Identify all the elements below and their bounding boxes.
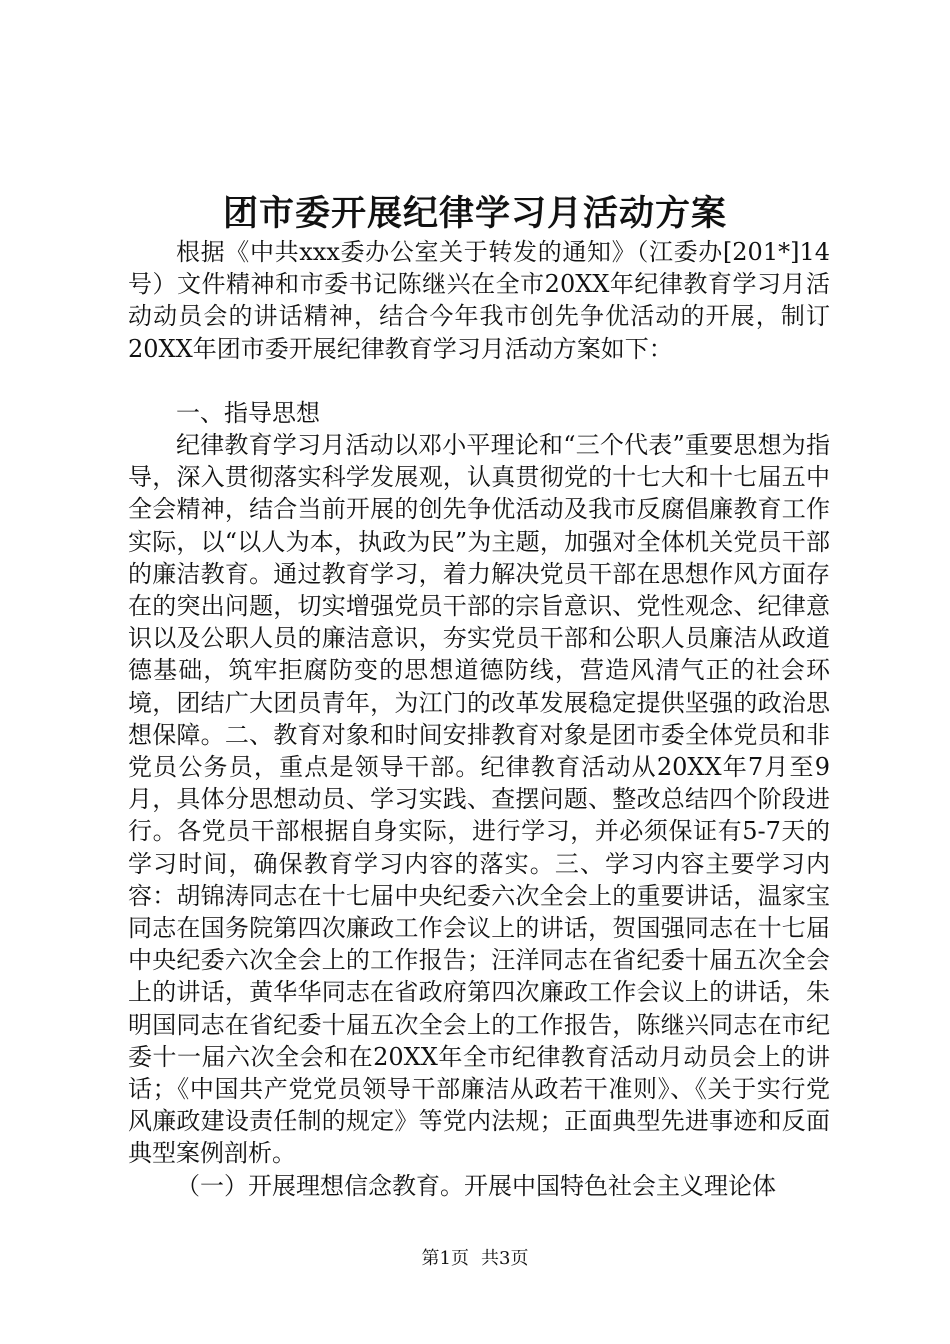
page-footer (0, 1244, 950, 1270)
continuing-paragraph: （一）开展理想信念教育。开展中国特色社会主义理论体 (176, 1171, 776, 1200)
page-number: 第1页 (421, 1248, 469, 1269)
document-body (128, 236, 830, 1202)
document-title: 团市委开展纪律学习月活动方案 (222, 193, 727, 234)
intro-paragraph: 根据《中共xxx委办公室关于转发的通知》（江委办[201*]14号）文件精神和市委书记陈继兴在全市20XX年纪律教育学习月活动动员会的讲话精神，结合今年我市创先争优活动的开展，制订20XX年团市委开展纪律教育学习月活动方案如下： (128, 238, 830, 363)
paragraph-gap (128, 365, 830, 397)
page-total: 共3页 (481, 1248, 529, 1269)
section-paragraph: 纪律教育学习月活动以邓小平理论和“三个代表”重要思想为指导，深入贯彻落实科学发展观，认真贯彻党的十七大和十七届五中全会精神，结合当前开展的创先争优活动及我市反腐倡廉教育工作实际，以“以人为本，执政为民”为主题，加强对全体机关党员干部的廉洁教育。通过教育学习，着力解决党员干部在思想作风方面存在的突出问题，切实增强党员干部的宗旨意识、党性观念、纪律意识以及公职人员的廉洁意识，夯实党员干部和公职人员廉洁从政道德基础，筑牢拒腐防变的思想道德防线，营造风清气正的社会环境，团结广大团员青年，为江门的改革发展稳定提供坚强的政治思想保障。二、教育对象和时间安排教育对象是团市委全体党员和非党员公务员，重点是领导干部。纪律教育活动从20XX年7月至9月，具体分思想动员、学习实践、查摆问题、整改总结四个阶段进行。各党员干部根据自身实际，进行学习，并必须保证有5-7天的学习时间，确保教育学习内容的落实。三、学习内容主要学习内容：胡锦涛同志在十七届中央纪委六次全会上的重要讲话，温家宝同志在国务院第四次廉政工作会议上的讲话，贺国强同志在十七届中央纪委六次全会上的工作报告；汪洋同志在省纪委十届五次全会上的讲话，黄华华同志在省政府第四次廉政工作会议上的讲话，朱明国同志在省纪委十届五次全会上的工作报告，陈继兴同志在市纪委十一届六次全会和在20XX年全市纪律教育活动月动员会上的讲话；《中国共产党党员领导干部廉洁从政若干准则》、《关于实行党风廉政建设责任制的规定》等党内法规；正面典型先进事迹和反面典型案例剖析。 (128, 431, 830, 1168)
section-heading: 一、指导思想 (176, 398, 320, 427)
